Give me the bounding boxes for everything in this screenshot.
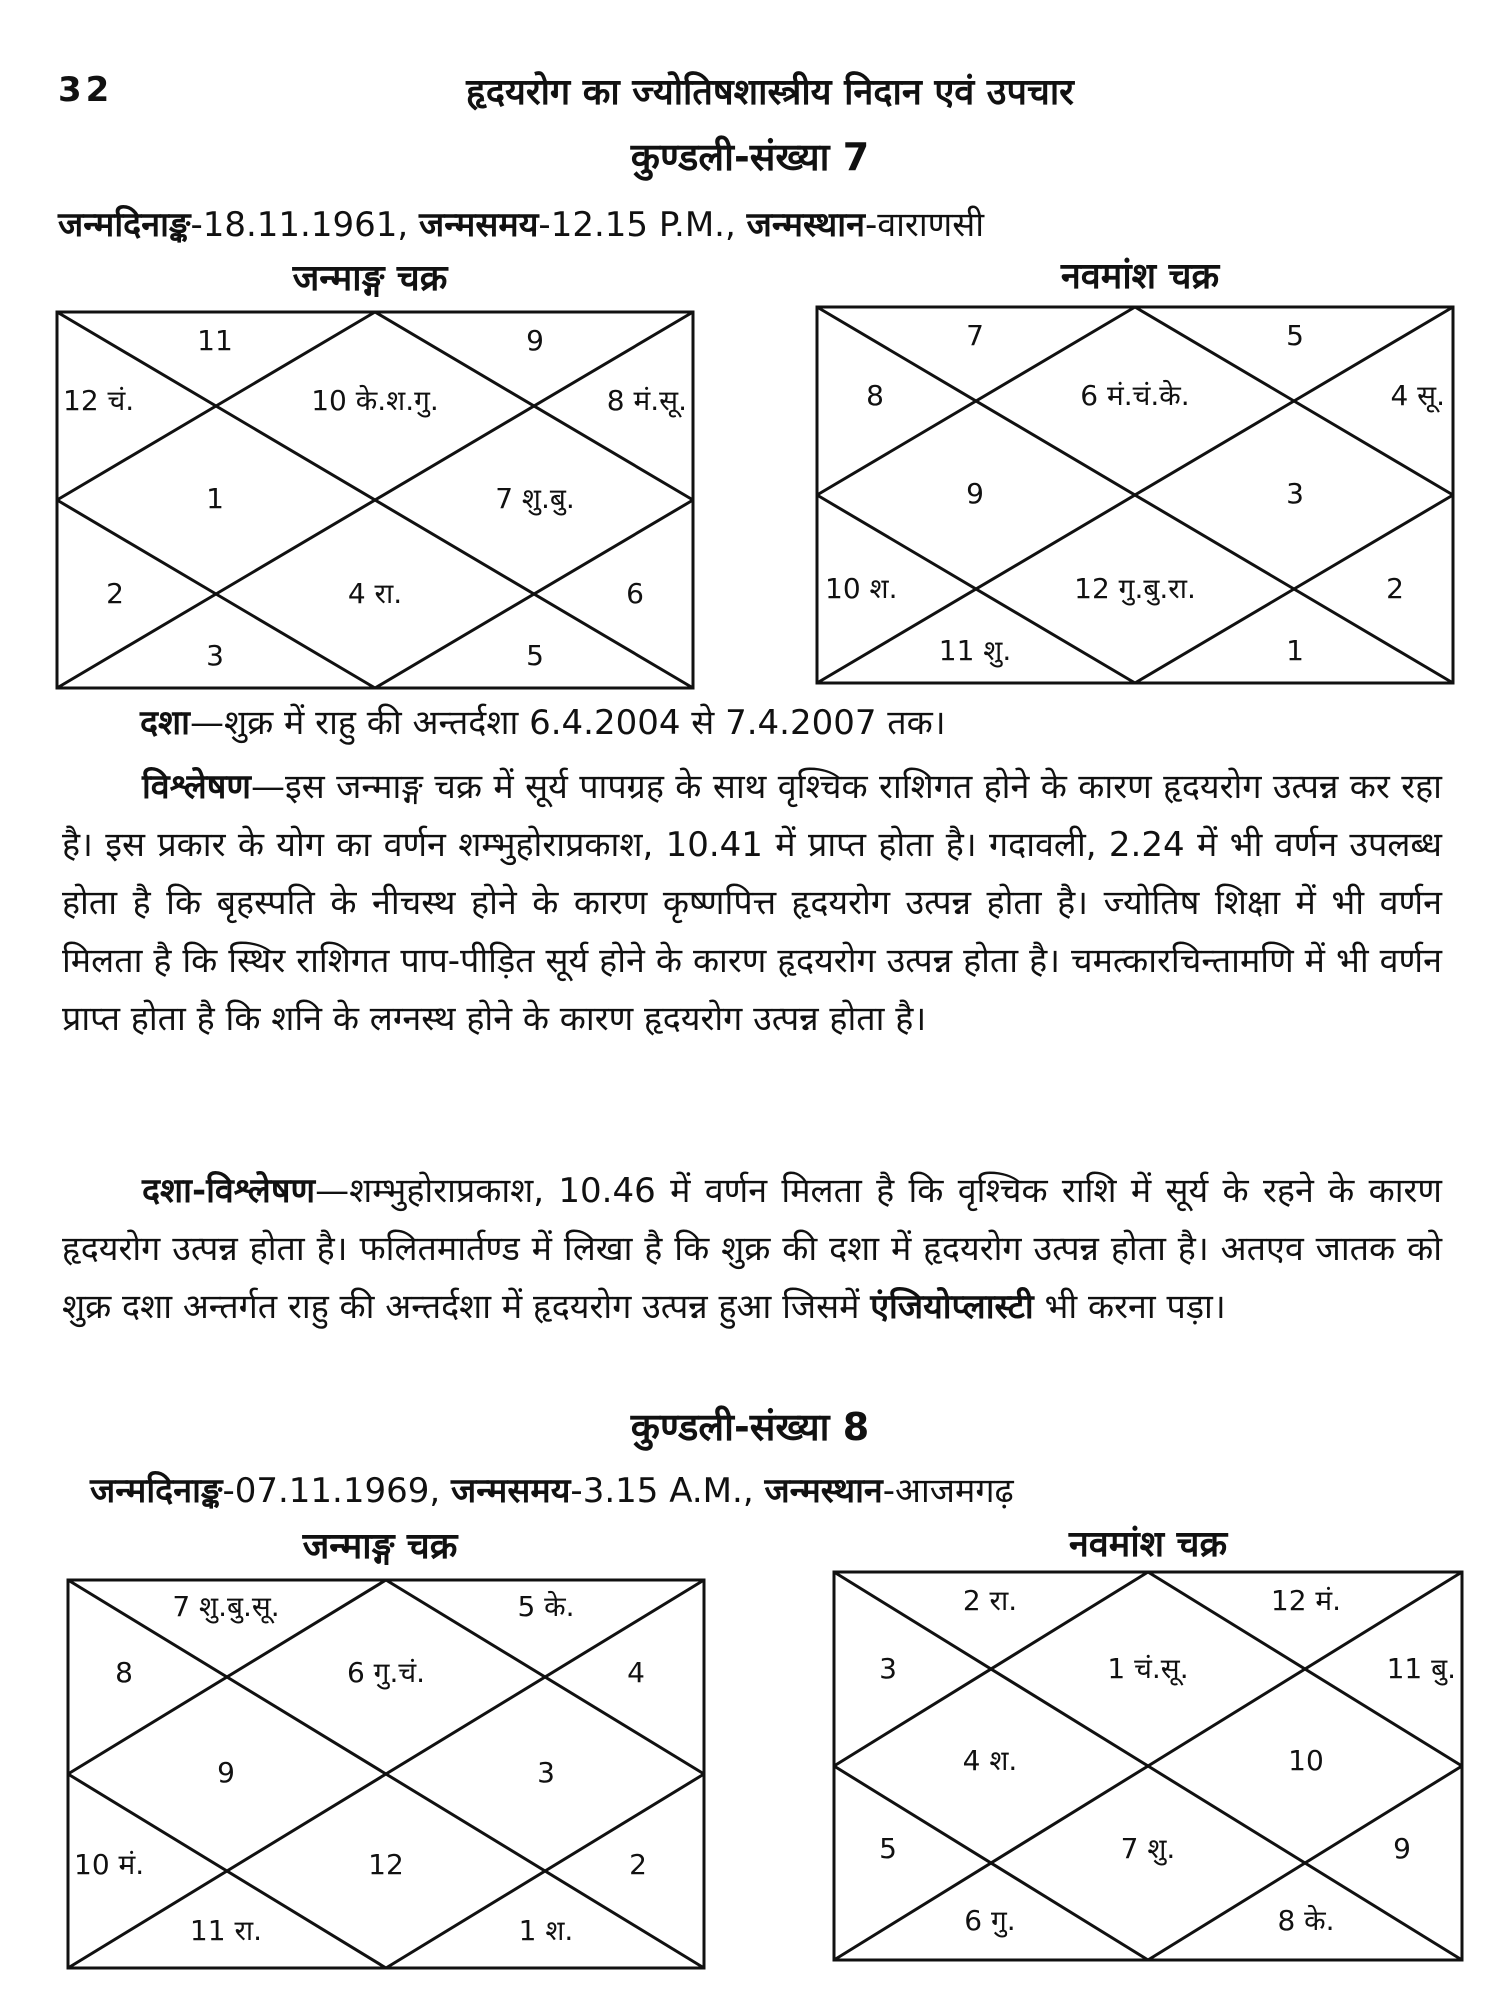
kundali-7-navamsha-chart [815,305,1455,685]
dob-label: जन्मदिनाङ्क [90,1471,223,1511]
house-label: 4 रा. [347,577,403,610]
kundali-7-birth-details [58,200,984,246]
time-label: जन्मसमय [419,205,539,245]
house-label: 4 [627,1656,645,1689]
time-value: -12.15 P.M., [538,205,736,245]
kundali-7-janmanga-label: जन्माङ्ग चक्र [292,258,448,299]
kundali-8-birth-details [90,1466,1014,1512]
house-label: 7 शु.बु. [495,482,575,515]
kundali-8-janmanga-label: जन्माङ्ग चक्र [302,1526,458,1567]
house-label: 5 [526,639,544,672]
place-value: -आजमगढ़ [882,1471,1014,1511]
kundali-8-navamsha-label: नवमांश चक्र [1068,1524,1228,1565]
house-label: 2 रा. [962,1584,1018,1617]
kundali-8-janmanga-chart [66,1578,706,1970]
house-label: 8 मं.सू. [606,384,687,417]
kundali-7-navamsha-label: नवमांश चक्र [1060,256,1220,297]
dasha-analysis-tail: भी करना पड़ा। [1033,1287,1226,1327]
place-label: जन्मस्थान [746,205,865,245]
house-label: 6 [626,577,644,610]
house-label: 7 शु. [1120,1832,1176,1865]
running-title: हृदयरोग का ज्योतिषशास्त्रीय निदान एवं उपचार [466,72,1074,113]
house-label: 1 श. [518,1914,574,1947]
dasha-analysis-text: —शम्भुहोराप्रकाश, 10.46 में वर्णन मिलता है कि वृश्चिक राशि में सूर्य के रहने के कारण हृदयरोग उत्पन्न होता है। फलितमार्तण्ड में लिखा है कि शुक्र की दशा में हृदयरोग उत्पन्न होता है। अतएव जातक को शुक्र दशा अन्तर्गत राहु की अन्तर्दशा में हृदयरोग उत्पन्न हुआ जिसमें [62,1171,1442,1327]
house-label: 11 [197,324,233,357]
house-label: 9 [217,1756,235,1789]
house-label: 4 सू. [1390,379,1445,412]
kundali-7-title: कुण्डली-संख्या 7 [630,135,870,179]
analysis-label: विश्लेषण [142,767,252,807]
house-label: 3 [206,639,224,672]
house-label: 9 [1393,1832,1411,1865]
house-label: 12 चं. [63,384,135,417]
house-label: 4 श. [962,1744,1018,1777]
time-label: जन्मसमय [451,1471,571,1511]
time-value: -3.15 A.M., [570,1471,754,1511]
dasha-analysis-bold: एंजियोप्लास्टी [870,1287,1034,1327]
house-label: 10 के.श.गु. [311,384,439,417]
house-label: 8 [115,1656,133,1689]
house-label: 1 [206,482,224,515]
house-label: 10 श. [825,572,898,605]
house-label: 8 के. [1277,1904,1335,1937]
house-label: 5 [1286,319,1304,352]
house-label: 10 मं. [74,1848,145,1881]
dasha-text: —शुक्र में राहु की अन्तर्दशा 6.4.2004 से 7.4.2007 तक। [189,703,946,743]
house-label: 6 मं.चं.के. [1080,379,1190,412]
house-label: 8 [866,379,884,412]
dob-value: -07.11.1969, [222,1471,441,1511]
place-value: -वाराणसी [864,205,985,245]
kundali-7-janmanga-chart [55,310,695,690]
house-label: 9 [526,324,544,357]
kundali-8-navamsha-chart [832,1570,1464,1962]
kundali-7-analysis [62,758,1442,1048]
dob-label: जन्मदिनाङ्क [58,205,191,245]
place-label: जन्मस्थान [764,1471,883,1511]
kundali-7-dasha-analysis [62,1162,1442,1336]
house-label: 12 मं. [1270,1584,1342,1617]
house-label: 6 गु. [964,1904,1016,1937]
house-label: 9 [966,477,984,510]
analysis-text: —इस जन्माङ्ग चक्र में सूर्य पापग्रह के साथ वृश्चिक राशिगत होने के कारण हृदयरोग उत्पन्न कर रहा है। इस प्रकार के योग का वर्णन शम्भुहोराप्रकाश, 10.41 में प्राप्त होता है। गदावली, 2.24 में भी वर्णन उपलब्ध होता है कि बृहस्पति के नीचस्थ होने के कारण कृष्णपित्त हृदयरोग उत्पन्न होता है। ज्योतिष शिक्षा में भी वर्णन मिलता है कि स्थिर राशिगत पाप-पीड़ित सूर्य होने के कारण हृदयरोग उत्पन्न होता है। चमत्कारचिन्तामणि में भी वर्णन प्राप्त होता है कि शनि के लग्नस्थ होने के कारण हृदयरोग उत्पन्न होता है। [62,767,1442,1039]
house-label: 11 बु. [1386,1652,1456,1685]
house-label: 12 [368,1848,404,1881]
house-label: 12 गु.बु.रा. [1074,572,1196,605]
page-number: 32 [58,70,114,110]
house-label: 1 चं.सू. [1107,1652,1189,1685]
house-label: 7 [966,319,984,352]
house-label: 5 के. [517,1590,575,1623]
kundali-8-title: कुण्डली-संख्या 8 [630,1405,870,1449]
house-label: 3 [1286,477,1304,510]
house-label: 10 [1288,1744,1324,1777]
house-label: 7 शु.बु.सू. [172,1590,280,1623]
house-label: 3 [879,1652,897,1685]
house-label: 2 [1386,572,1404,605]
house-label: 2 [629,1848,647,1881]
house-label: 11 रा. [189,1914,263,1947]
dasha-label: दशा [140,703,190,743]
house-label: 2 [106,577,124,610]
dasha-analysis-label: दशा-विश्लेषण [142,1171,316,1211]
house-label: 3 [537,1756,555,1789]
house-label: 5 [879,1832,897,1865]
house-label: 6 गु.चं. [346,1656,426,1689]
dob-value: -18.11.1961, [190,205,409,245]
kundali-7-dasha [140,698,946,744]
house-label: 11 शु. [938,634,1012,667]
house-label: 1 [1286,634,1304,667]
